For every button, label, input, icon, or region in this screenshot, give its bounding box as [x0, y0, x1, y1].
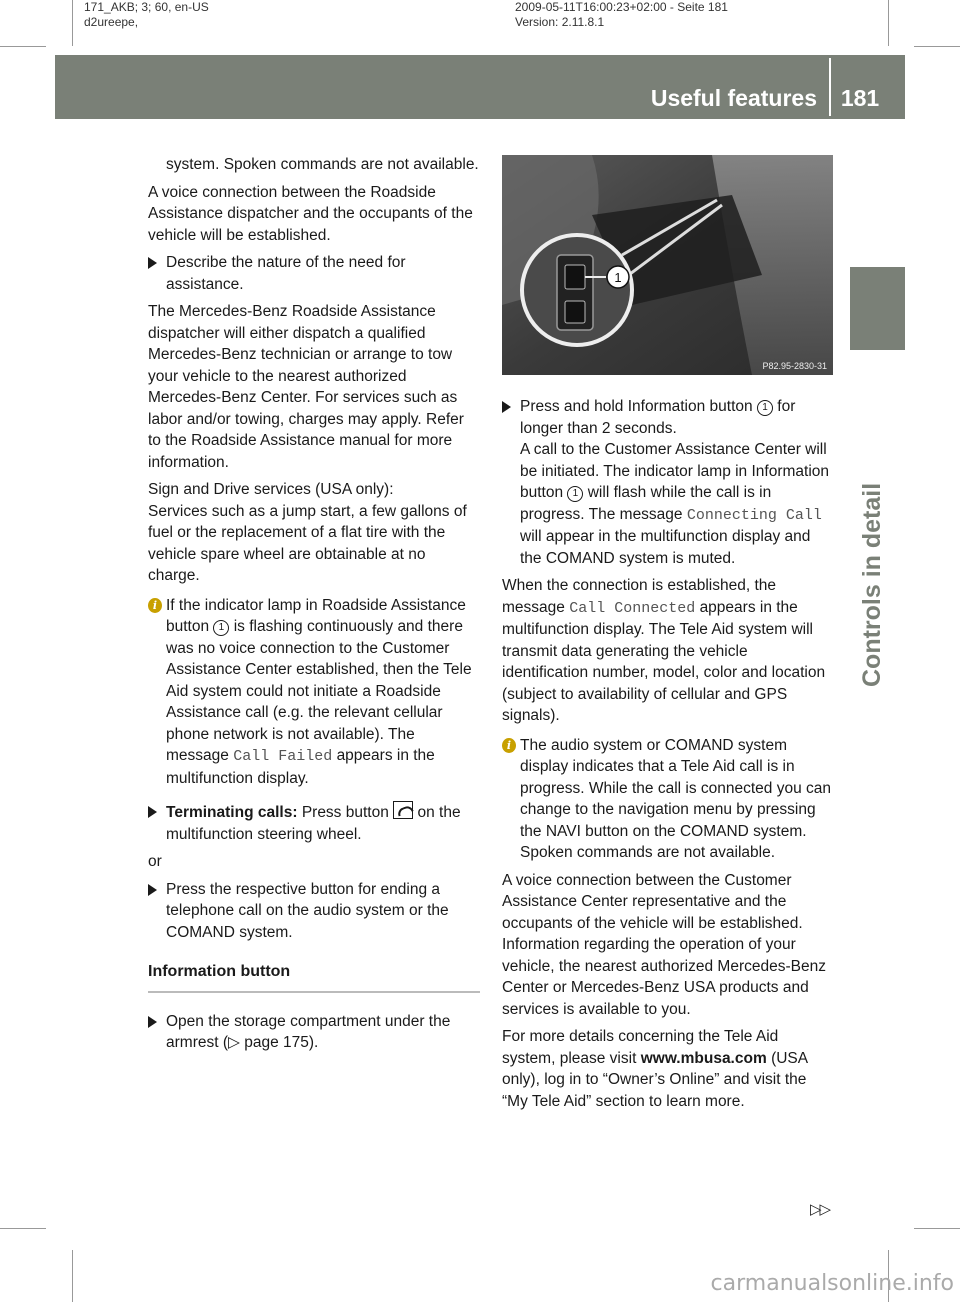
- step-text: for longer than 2 seconds.: [520, 398, 796, 437]
- page-number: 181: [840, 85, 880, 111]
- paragraph: system. Spoken commands are not available.: [166, 156, 479, 173]
- paragraph-line: Sign and Drive services (USA only):: [148, 481, 394, 498]
- page-ref-arrow-icon: ▷: [228, 1034, 240, 1051]
- callout-number: 1: [614, 270, 622, 285]
- paragraph: [502, 1026, 835, 1112]
- info-icon: i: [502, 738, 516, 753]
- instruction-step: [148, 801, 480, 845]
- paragraph-text: For more details concerning the Tele Aid system, please visit: [502, 1028, 779, 1067]
- paragraph-text: When the connection is established, the message: [502, 577, 777, 616]
- step-text: A call to the Customer Assistance Center will be initiated. The indicator lamp in Information button: [520, 441, 830, 501]
- step-text: Press button: [301, 804, 389, 821]
- crop-mark: [888, 0, 889, 46]
- paragraph: [148, 479, 480, 587]
- step-arrow-icon: [148, 257, 157, 269]
- note-text: is flashing continuously and there was no voice connection to the Customer Assistance Center established, then the Tele Aid system could not initiate a Roadside Assistance call (e.g. the relevant cellular phone network is not available). The message: [166, 618, 472, 764]
- roadside-button: [565, 301, 585, 323]
- paragraph: A voice connection between the Customer Assistance Center representative and the occupants of the vehicle will be established. Information regarding the operation of your vehicle, the nearest authorized Mercedes-Benz Center or Mercedes-Benz USA products and services is available to you.: [502, 871, 826, 1018]
- crop-mark: [914, 46, 960, 47]
- hang-up-button-icon: [393, 801, 413, 819]
- step-label: Terminating calls:: [166, 804, 298, 821]
- paragraph-line: Services such as a jump start, a few gallons of fuel or the replacement of a flat tire with the vehicle spare wheel are obtainable at no charge.: [148, 502, 467, 584]
- information-button: [565, 265, 585, 289]
- print-meta-line: Version: 2.11.8.1: [515, 15, 605, 29]
- armrest-photo: [502, 155, 833, 375]
- info-icon: i: [148, 598, 162, 613]
- callout-number-icon: 1: [213, 620, 229, 636]
- page-section-title: Useful features: [650, 85, 817, 111]
- callout-number-icon: 1: [567, 486, 583, 502]
- crop-mark: [914, 1228, 960, 1229]
- display-message: Connecting Call: [686, 506, 822, 524]
- side-tab-label: Controls in detail: [858, 482, 886, 687]
- step-text: will appear in the multifunction display and the COMAND system is muted.: [520, 528, 811, 567]
- photo-code: P82.95-2830-31: [762, 361, 827, 371]
- info-note: [502, 735, 835, 864]
- crop-mark: [0, 1228, 46, 1229]
- crop-mark: [72, 0, 73, 46]
- step-text: Press and hold Information button: [520, 398, 753, 415]
- section-heading: Information button: [148, 961, 480, 993]
- page-reference-link[interactable]: page 175).: [244, 1034, 319, 1051]
- right-column: [502, 396, 835, 1118]
- watermark-text: carmanualsonline.info: [710, 1271, 954, 1296]
- print-meta-line: 2009-05-11T16:00:23+02:00 - Seite 181: [515, 0, 728, 14]
- step-arrow-icon: [148, 1016, 157, 1028]
- instruction-step: [148, 879, 480, 944]
- paragraph: or: [148, 853, 162, 870]
- paragraph: A voice connection between the Roadside Assistance dispatcher and the occupants of the vehicle will be established.: [148, 183, 473, 244]
- print-meta-left: [84, 0, 209, 30]
- crop-mark: [0, 46, 46, 47]
- left-column: [148, 154, 480, 1060]
- instruction-step: [148, 1011, 480, 1054]
- display-message: Call Failed: [233, 748, 333, 765]
- crop-mark: [72, 1250, 73, 1302]
- paragraph-text: (USA only), log in to “Owner’s Online” and visit the “My Tele Aid” section to learn more.: [502, 1049, 808, 1110]
- continue-arrows-icon: ▷▷: [810, 1201, 830, 1218]
- paragraph: [502, 575, 835, 727]
- display-message: Call Connected: [569, 599, 696, 617]
- step-text: Describe the nature of the need for assistance.: [166, 254, 406, 293]
- note-text: appears in the multifunction display.: [166, 747, 435, 787]
- paragraph-text: appears in the multifunction display. The Tele Aid system will transmit data generating the vehicle identification number, model, color and location (subject to availability of cellular and GPS signals).: [502, 598, 826, 724]
- step-text: on the multifunction steering wheel.: [166, 804, 461, 843]
- instruction-step: [502, 396, 835, 569]
- note-text: The audio system or COMAND system display indicates that a Tele Aid call is in progress. While the call is connected you can change to the navigation menu by pressing the NAVI button on the COMAND system. Spoken commands are not available.: [520, 736, 832, 861]
- step-arrow-icon: [502, 401, 511, 413]
- step-text: Press the respective button for ending a telephone call on the audio system or the COMAND system.: [166, 880, 449, 941]
- callout-number-icon: 1: [757, 400, 773, 416]
- header-divider: [829, 58, 831, 116]
- instruction-step: [148, 252, 480, 295]
- step-arrow-icon: [148, 884, 157, 896]
- print-meta-line: d2ureepe,: [84, 15, 139, 29]
- print-meta-line: 171_AKB; 3; 60, en-US: [84, 0, 209, 14]
- step-text: Open the storage compartment under the armrest (: [166, 1012, 451, 1051]
- step-text: will flash while the call is in progress. The message: [520, 484, 772, 523]
- step-arrow-icon: [148, 806, 157, 818]
- paragraph: The Mercedes-Benz Roadside Assistance dispatcher will either dispatch a qualified Mercedes-Benz technician or arrange to tow your vehicle to the nearest authorized Mercedes-Benz Center. For services such as labor and/or towing, charges may apply. Refer to the Roadside Assistance manual for more information.: [148, 303, 464, 471]
- print-meta-right: [515, 0, 728, 30]
- note-text: If the indicator lamp in Roadside Assistance button: [166, 596, 466, 635]
- info-note: [148, 595, 480, 790]
- website-link[interactable]: www.mbusa.com: [640, 1049, 767, 1067]
